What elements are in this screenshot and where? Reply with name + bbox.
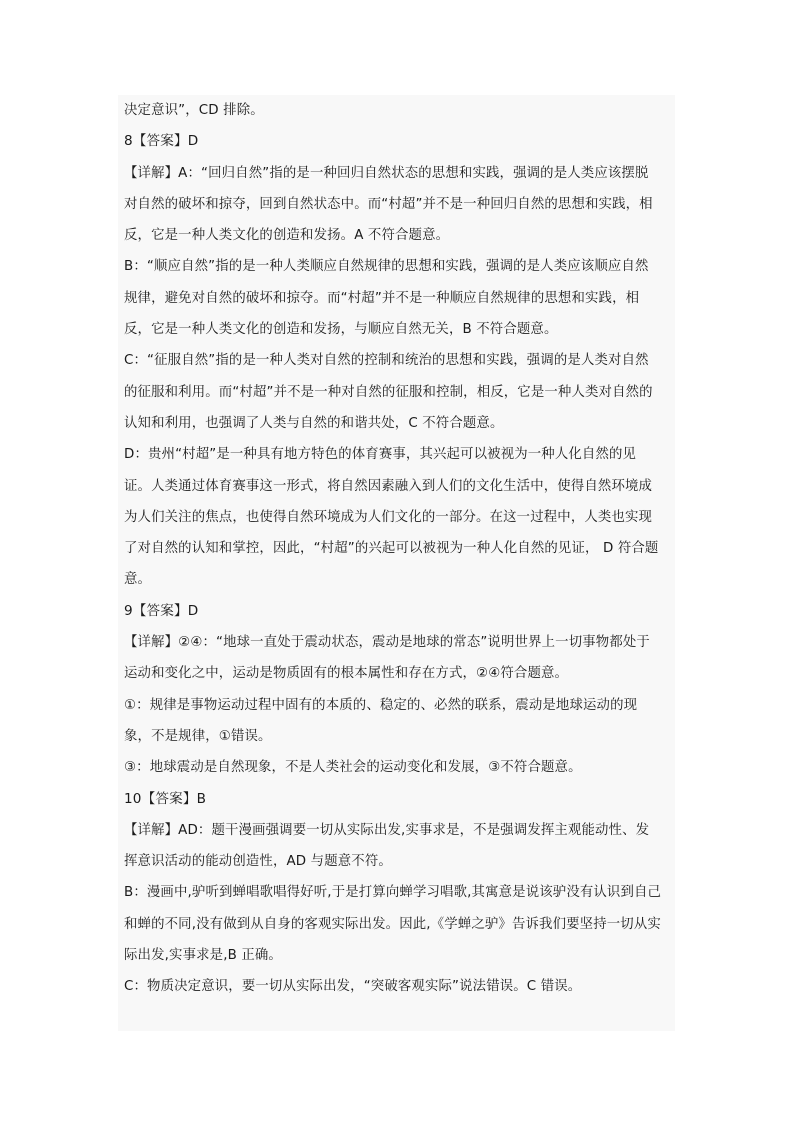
text-line: 为人们关注的焦点，也使得自然环境成为人们文化的一部分。在这一过程中，人类也实现 [124,509,653,525]
text-line: ③：地球震动是自然现象，不是人类社会的运动变化和发展，③不符合题意。 [124,760,582,776]
text-line: D：贵州“村超”是一种具有地方特色的体育赛事，其兴起可以被视为一种人化自然的见 [124,447,637,463]
text-line: 【详解】A：“回归自然”指的是一种回归自然状态的思想和实践，强调的是人类应该摆脱 [124,165,649,181]
text-line: 决定意识”，CD 排除。 [124,103,264,118]
document-page [118,95,675,1031]
text-line: 反，它是一种人类文化的创造和发扬，与顺应自然无关，B 不符合题意。 [124,322,558,338]
text-line: 意。 [124,572,152,588]
text-line: 和蝉的不同,没有做到从自身的客观实际出发。因此,《学蝉之驴》告诉我们要坚持一切从实 [124,916,661,932]
text-line: C：物质决定意识，要一切从实际出发，“突破客观实际”说法错误。C 错误。 [124,979,582,995]
text-line: 规律，避免对自然的破坏和掠夺。而“村超”并不是一种顺应自然规律的思想和实践，相 [124,290,640,306]
answer-heading-8: 8【答案】D [124,133,199,150]
text-line: 挥意识活动的能动创造性，AD 与题意不符。 [124,854,392,870]
text-line: ①：规律是事物运动过程中固有的本质的、稳定的、必然的联系，震动是地球运动的现 [124,697,638,713]
text-line: 象，不是规律，①错误。 [124,728,272,744]
text-line: C：“征服自然”指的是一种人类对自然的控制和统治的思想和实践，强调的是人类对自然 [124,353,649,369]
text-line: B：漫画中,驴听到蝉唱歌唱得好听,于是打算向蝉学习唱歌,其寓意是说该驴没有认识到自己 [124,885,662,901]
text-line: 证。人类通过体育赛事这一形式，将自然因素融入到人们的文化生活中，使得自然环境成 [124,478,653,494]
text-line: 对自然的破坏和掠夺，回到自然状态中。而“村超”并不是一种回归自然的思想和实践，相 [124,196,653,212]
text-line: 认知和利用，也强调了人类与自然的和谐共处，C 不符合题意。 [124,415,504,431]
text-line: 的征服和利用。而“村超”并不是一种对自然的征服和控制，相反，它是一种人类对自然的 [124,384,653,400]
text-line: 【详解】②④：“地球一直处于震动状态，震动是地球的常态”说明世界上一切事物都处于 [124,635,650,651]
text-line: 反，它是一种人类文化的创造和发扬。A 不符合题意。 [124,228,450,244]
text-line: 【详解】AD：题干漫画强调要一切从实际出发,实事求是，不是强调发挥主观能动性、发 [124,822,650,838]
answer-heading-9: 9【答案】D [124,602,199,619]
text-line: 际出发,实事求是,B 正确。 [124,948,282,964]
answer-heading-10: 10【答案】B [124,790,207,807]
text-line: B：“顺应自然”指的是一种人类顺应自然规律的思想和实践，强调的是人类应该顺应自然 [124,259,649,275]
text-line: 运动和变化之中，运动是物质固有的根本属性和存在方式，②④符合题意。 [124,666,569,682]
text-line: 了对自然的认知和掌控，因此，“村超”的兴起可以被视为一种人化自然的见证， D 符合题 [124,541,659,557]
